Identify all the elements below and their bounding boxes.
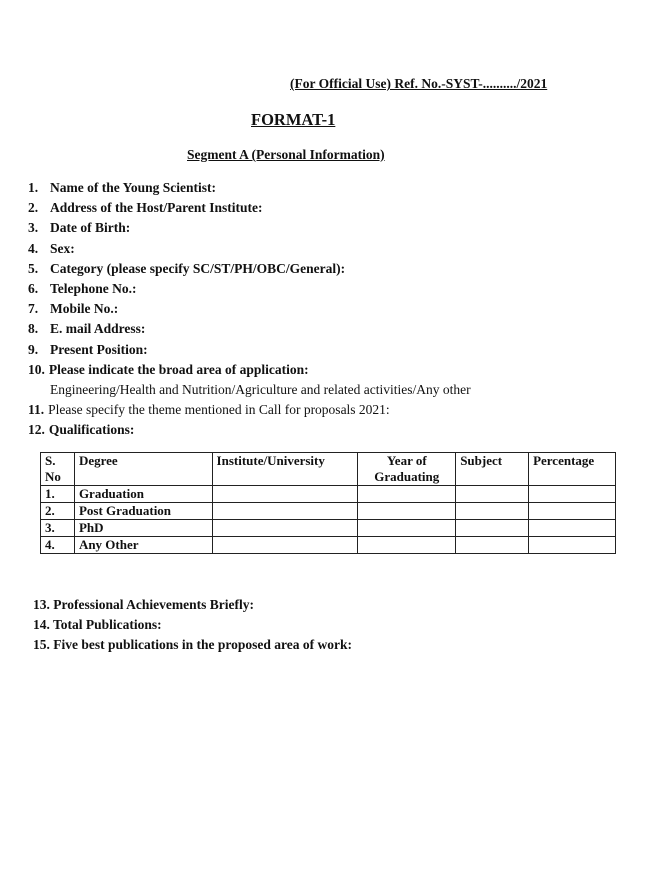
field-theme: 11. Please specify the theme mentioned in Call for proposals 2021: xyxy=(28,402,390,418)
header-institute: Institute/University xyxy=(212,453,358,486)
field-broad-area: 10. Please indicate the broad area of application: xyxy=(28,361,309,377)
field-position: 9. Present Position: xyxy=(28,341,148,357)
segment-title: Segment A (Personal Information) xyxy=(187,147,385,162)
field-broad-area-options: Engineering/Health and Nutrition/Agriculture and related activities/Any other xyxy=(50,382,471,398)
row-institute-cell xyxy=(212,520,358,537)
row-year-cell xyxy=(358,486,456,503)
row-subject-cell xyxy=(456,486,529,503)
table-header-row xyxy=(41,453,616,486)
field-achievements: 13. Professional Achievements Briefly: xyxy=(33,597,254,612)
personal-info-fields xyxy=(28,178,471,441)
row-subject-cell xyxy=(456,537,529,554)
field-mobile: 7. Mobile No.: xyxy=(28,301,119,317)
field-address: 2. Address of the Host/Parent Institute: xyxy=(28,200,263,216)
field-dob: 3. Date of Birth: xyxy=(28,220,131,236)
table-row xyxy=(41,486,616,503)
row-sno: 4. xyxy=(41,537,75,554)
field-sex: 4. Sex: xyxy=(28,240,75,256)
row-subject-cell xyxy=(456,520,529,537)
row-degree: Graduation xyxy=(74,486,212,503)
row-degree: Any Other xyxy=(74,537,212,554)
field-qualifications: 12. Qualifications: xyxy=(28,422,135,438)
row-percentage-cell xyxy=(529,486,616,503)
row-percentage-cell xyxy=(529,503,616,520)
field-best-publications: 15. Five best publications in the proposed area of work: xyxy=(33,637,353,652)
table-row xyxy=(41,503,616,520)
row-percentage-cell xyxy=(529,520,616,537)
field-name: 1. Name of the Young Scientist: xyxy=(28,180,216,195)
row-percentage-cell xyxy=(529,537,616,554)
format-title: FORMAT-1 xyxy=(251,110,336,129)
header-year: Year of Graduating xyxy=(358,453,456,486)
header-percentage: Percentage xyxy=(529,453,616,486)
row-year-cell xyxy=(358,503,456,520)
row-sno: 1. xyxy=(41,486,75,503)
field-email: 8. E. mail Address: xyxy=(28,321,146,337)
table-row xyxy=(41,520,616,537)
qualifications-table xyxy=(40,452,616,554)
field-total-publications: 14. Total Publications: xyxy=(33,617,162,632)
header-subject: Subject xyxy=(456,453,529,486)
row-institute-cell xyxy=(212,503,358,520)
row-year-cell xyxy=(358,520,456,537)
field-category: 5. Category (please specify SC/ST/PH/OBC/General): xyxy=(28,260,346,276)
row-institute-cell xyxy=(212,537,358,554)
additional-fields xyxy=(33,595,352,655)
field-telephone: 6. Telephone No.: xyxy=(28,281,137,297)
row-degree: PhD xyxy=(74,520,212,537)
row-degree: Post Graduation xyxy=(74,503,212,520)
row-year-cell xyxy=(358,537,456,554)
header-degree: Degree xyxy=(74,453,212,486)
row-subject-cell xyxy=(456,503,529,520)
row-institute-cell xyxy=(212,486,358,503)
row-sno: 3. xyxy=(41,520,75,537)
table-row xyxy=(41,537,616,554)
row-sno: 2. xyxy=(41,503,75,520)
header-sno: S. No xyxy=(41,453,75,486)
official-use-ref: (For Official Use) Ref. No.-SYST-........../2021 xyxy=(290,76,548,91)
